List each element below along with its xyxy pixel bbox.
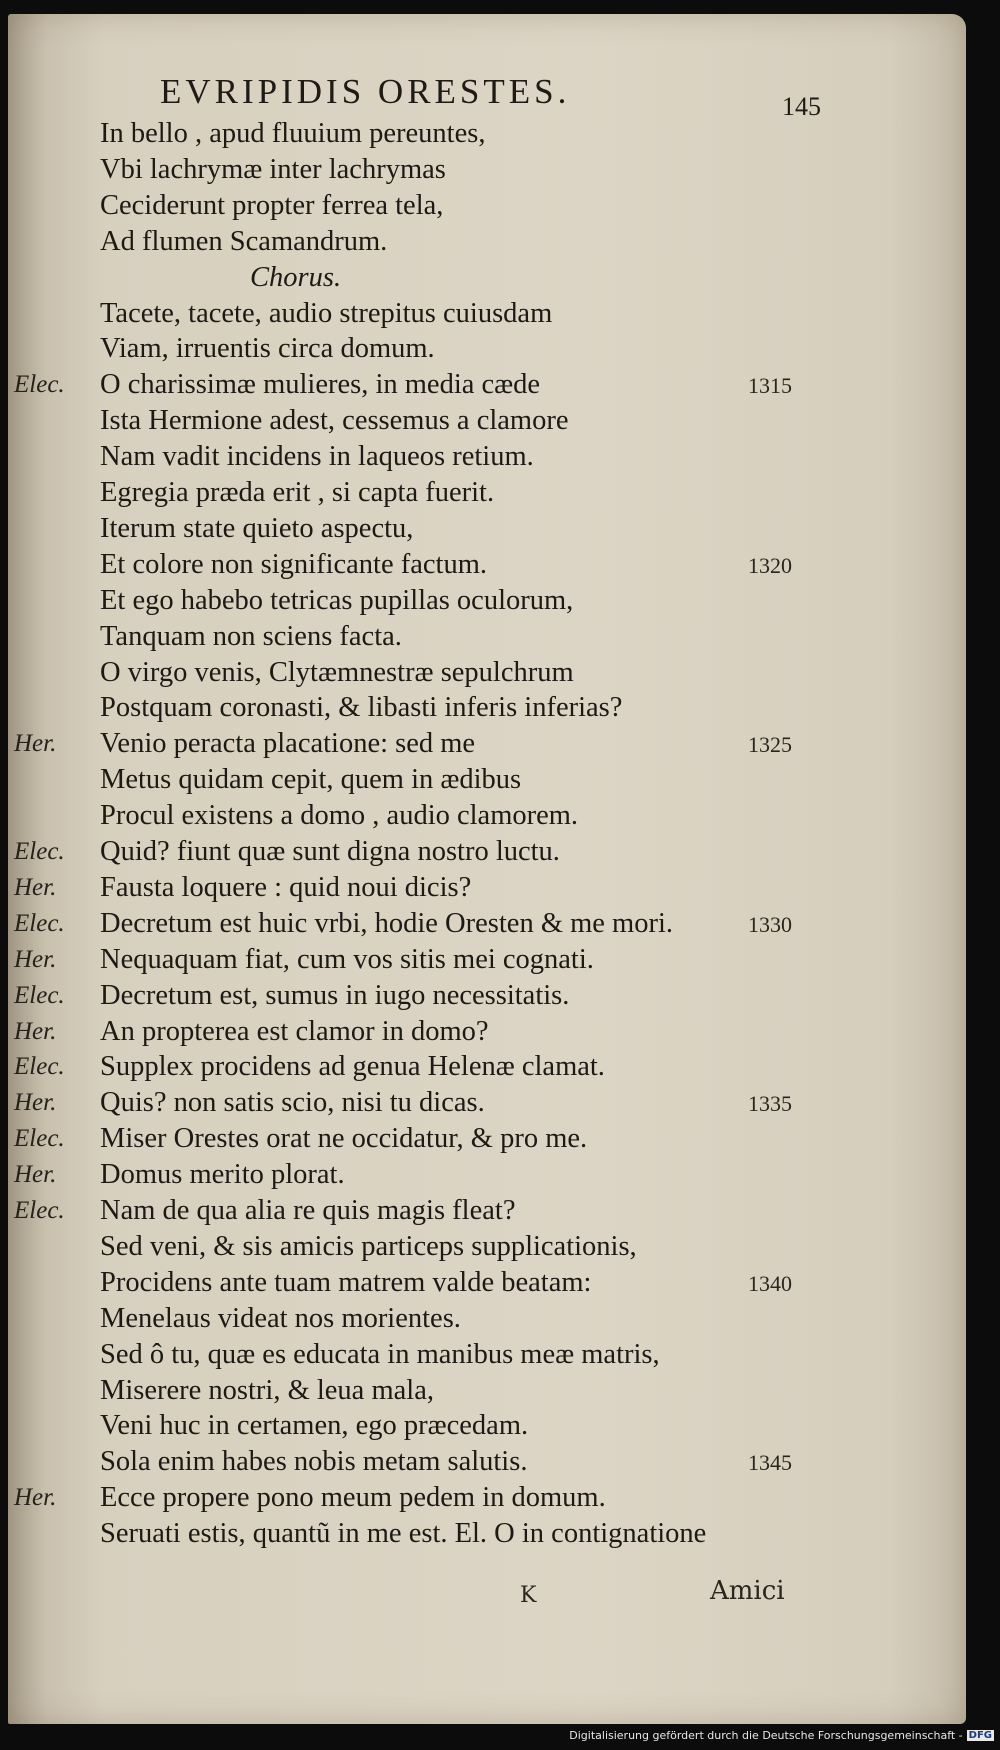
- verse-line: [0, 621, 1000, 657]
- verse-line: [0, 1518, 1000, 1554]
- verse-text: Tacete, tacete, audio strepitus cuiusdam: [100, 297, 553, 329]
- verse-text: Decretum est huic vrbi, hodie Oresten & me mori.: [100, 907, 674, 939]
- verse-line: [0, 692, 1000, 728]
- catchword: Amici: [710, 1576, 785, 1606]
- verse-line: [0, 1410, 1000, 1446]
- verse-text: Tanquam non sciens facta.: [100, 620, 402, 652]
- verse-text: O charissimæ mulieres, in media cæde: [100, 369, 541, 401]
- verse-line: [0, 1159, 1000, 1195]
- line-number: 1330: [748, 911, 792, 937]
- verse-text: Egregia præda erit , si capta fuerit.: [100, 477, 495, 508]
- verse-text: Sed ô tu, quæ es educata in manibus meæ matris,: [100, 1338, 660, 1370]
- verse-line: [0, 369, 1000, 405]
- verse-line: [0, 1339, 1000, 1375]
- chorus-heading: Chorus.: [250, 261, 342, 293]
- verse-line: [0, 1123, 1000, 1159]
- verse-line: [0, 836, 1000, 872]
- verse-line: [0, 154, 1000, 190]
- verse-text: Miser Orestes orat ne occidatur, & pro me.: [100, 1123, 588, 1155]
- speaker-label: Her.: [14, 1161, 57, 1189]
- verse-line: [0, 262, 1000, 298]
- verse-text: Miserere nostri, & leua mala,: [100, 1374, 434, 1406]
- verse-text: An propterea est clamor in domo?: [100, 1015, 489, 1047]
- speaker-label: Her.: [14, 1089, 57, 1117]
- verse-text: Decretum est, sumus in iugo necessitatis.: [100, 979, 570, 1011]
- running-title: EVRIPIDIS ORESTES.: [160, 72, 571, 111]
- verse-text: Ad flumen Scamandrum.: [100, 225, 388, 257]
- page-number: 145: [782, 92, 821, 121]
- verse-line: [0, 549, 1000, 585]
- speaker-label: Her.: [14, 730, 57, 758]
- verse-text: Quid? fiunt quæ sunt digna nostro luctu.: [100, 836, 560, 867]
- verse-line: [0, 872, 1000, 908]
- verse-text: Postquam coronasti, & libasti inferis inferias?: [100, 692, 623, 724]
- speaker-label: Elec.: [14, 371, 65, 399]
- verse-line: [0, 657, 1000, 693]
- line-number: 1340: [748, 1270, 792, 1296]
- verse-text: Sola enim habes nobis metam salutis.: [100, 1446, 528, 1478]
- verse-text: Domus merito plorat.: [100, 1159, 345, 1191]
- verse-text: Iterum state quieto aspectu,: [100, 512, 414, 544]
- verse-text: Metus quidam cepit, quem in ædibus: [100, 764, 522, 796]
- verse-text: In bello , apud fluuium pereuntes,: [100, 118, 486, 149]
- verse-text: Ceciderunt propter ferrea tela,: [100, 189, 444, 221]
- verse-line: [0, 980, 1000, 1016]
- verse-text: Quis? non satis scio, nisi tu dicas.: [100, 1087, 485, 1119]
- verse-text: Sed veni, & sis amicis particeps supplicationis,: [100, 1230, 637, 1262]
- verse-text: Seruati estis, quantũ in me est. El. O in contignatione: [100, 1518, 707, 1550]
- verse-text: Et ego habebo tetricas pupillas oculorum,: [100, 584, 574, 616]
- speaker-label: Elec.: [14, 909, 65, 937]
- speaker-label: Elec.: [14, 981, 65, 1009]
- verse-text: Venio peracta placatione: sed me: [100, 728, 476, 760]
- verse-line: [0, 800, 1000, 836]
- verse-line: [0, 1267, 1000, 1303]
- verse-text: Ecce propere pono meum pedem in domum.: [100, 1482, 606, 1514]
- verse-line: [0, 1482, 1000, 1518]
- verse-line: [0, 298, 1000, 334]
- verse-line: [0, 333, 1000, 369]
- verse-text: Supplex procidens ad genua Helenæ clamat.: [100, 1051, 605, 1083]
- verse-line: [0, 190, 1000, 226]
- speaker-label: Her.: [14, 1017, 57, 1045]
- verse-line: [0, 441, 1000, 477]
- funding-banner: [569, 1729, 994, 1742]
- speaker-label: Her.: [14, 873, 57, 901]
- speaker-label: Elec.: [14, 1125, 65, 1153]
- line-number: 1345: [748, 1450, 792, 1476]
- verse-text: Veni huc in certamen, ego præcedam.: [100, 1410, 529, 1442]
- speaker-label: Elec.: [14, 1197, 65, 1224]
- dfg-logo: DFG: [968, 1730, 992, 1741]
- line-number: 1325: [748, 732, 792, 758]
- speaker-label: Her.: [14, 945, 57, 973]
- verse-text: O virgo venis, Clytæmnestræ sepulchrum: [100, 656, 574, 688]
- line-number: 1335: [748, 1091, 792, 1117]
- verse-text: Ista Hermione adest, cessemus a clamore: [100, 405, 569, 437]
- verse-line: [0, 1375, 1000, 1411]
- verse-text: Viam, irruentis circa domum.: [100, 333, 435, 365]
- verse-line: [0, 1087, 1000, 1123]
- verse-text: Procul existens a domo , audio clamorem.: [100, 800, 579, 832]
- verse-line: [0, 944, 1000, 980]
- speaker-label: Her.: [14, 1484, 57, 1512]
- verse-line: [0, 1303, 1000, 1339]
- verse-text: Nam vadit incidens in laqueos retium.: [100, 441, 534, 473]
- verse-line: [0, 908, 1000, 944]
- speaker-label: Elec.: [14, 1053, 65, 1081]
- line-number: 1320: [748, 552, 792, 578]
- verse-text: Fausta loquere : quid noui dicis?: [100, 871, 472, 903]
- verse-line: [0, 118, 1000, 154]
- verse-text: Nam de qua alia re quis magis fleat?: [100, 1195, 516, 1226]
- verse-text: Procidens ante tuam matrem valde beatam:: [100, 1266, 592, 1298]
- verse-line: [0, 1231, 1000, 1267]
- verse-line: [0, 1016, 1000, 1052]
- verse-line: [0, 226, 1000, 262]
- signature-mark: K: [520, 1583, 537, 1608]
- verse-line: [0, 477, 1000, 513]
- verse-line: [0, 1195, 1000, 1231]
- verse-text: Et colore non significante factum.: [100, 548, 487, 580]
- verse-line: [0, 1446, 1000, 1482]
- speaker-label: Elec.: [14, 838, 65, 865]
- funding-text: Digitalisierung gefördert durch die Deutsche Forschungsgemeinschaft -: [569, 1729, 963, 1742]
- line-number: 1315: [748, 373, 792, 399]
- verse-line: [0, 728, 1000, 764]
- verse-line: [0, 513, 1000, 549]
- verse-text: Vbi lachrymæ inter lachrymas: [100, 153, 446, 185]
- verse-line: [0, 764, 1000, 800]
- verse-line: [0, 405, 1000, 441]
- verse-line: [0, 1051, 1000, 1087]
- verse-text: Nequaquam fiat, cum vos sitis mei cognati.: [100, 943, 594, 975]
- verse-line: [0, 585, 1000, 621]
- verse-text: Menelaus videat nos morientes.: [100, 1302, 461, 1334]
